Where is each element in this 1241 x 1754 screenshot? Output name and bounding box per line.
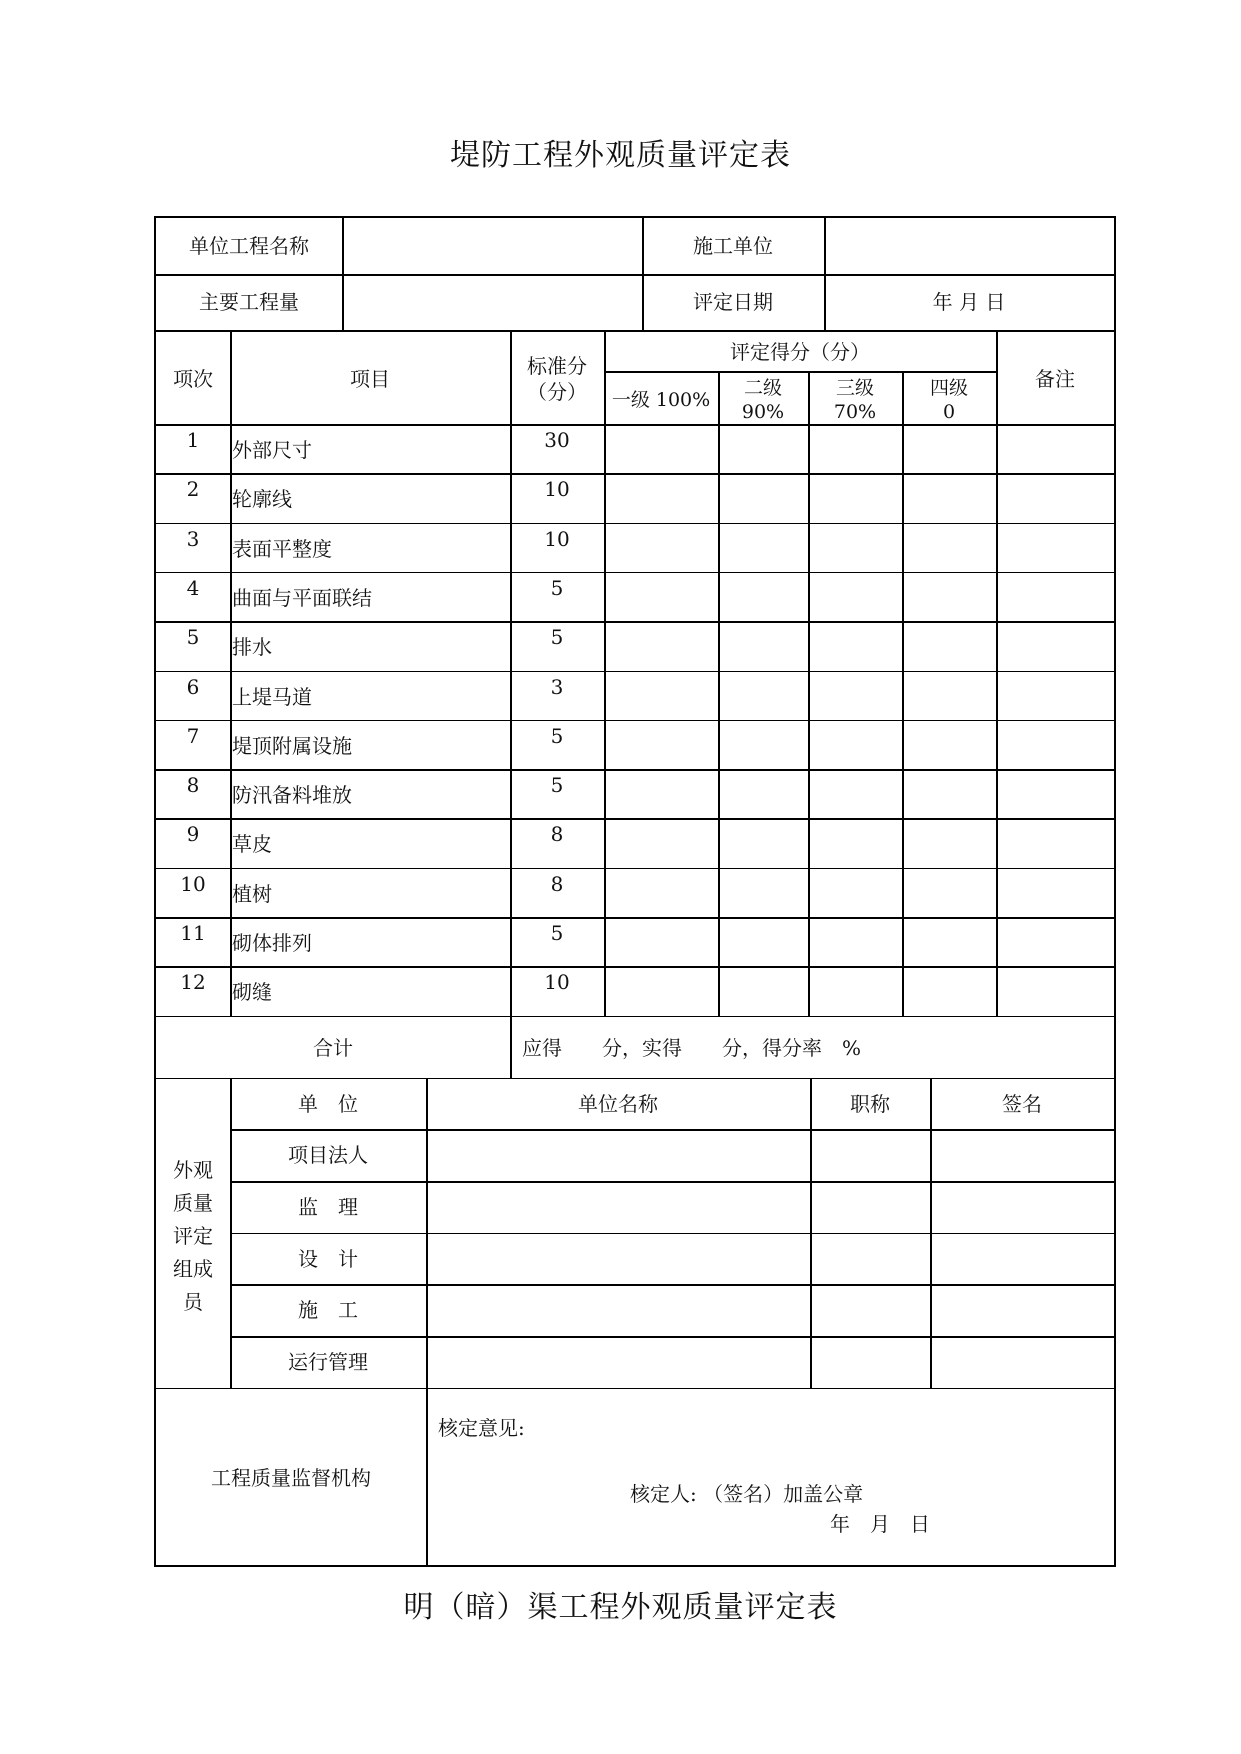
row-grade1-cell[interactable] xyxy=(606,771,716,816)
supervision-agency-label: 工程质量监督机构 xyxy=(211,1465,371,1490)
row-grade2-cell[interactable] xyxy=(720,722,806,767)
committee-unit-name-cell[interactable] xyxy=(428,1131,808,1179)
row-grade1-cell[interactable] xyxy=(606,673,716,718)
grid-line xyxy=(230,330,232,1016)
row-std-score: 3 xyxy=(550,674,564,699)
row-seq: 4 xyxy=(186,575,200,600)
row-seq: 6 xyxy=(186,674,200,699)
grid-line xyxy=(426,1388,428,1565)
committee-signature-cell[interactable] xyxy=(932,1286,1112,1334)
unit-project-name-label: 单位工程名称 xyxy=(189,234,309,258)
col-remark-header: 备注 xyxy=(1035,367,1075,391)
committee-unit-name-cell[interactable] xyxy=(428,1286,808,1334)
evaluation-form-table xyxy=(154,216,1116,1567)
row-item-name: 防汛备料堆放 xyxy=(232,783,352,808)
row-grade2-cell[interactable] xyxy=(720,673,806,718)
main-quantities-label: 主要工程量 xyxy=(199,290,299,314)
verification-date-text: 年 月 日 xyxy=(830,1511,930,1536)
row-grade1-cell[interactable] xyxy=(606,525,716,570)
row-seq: 2 xyxy=(186,477,200,502)
committee-member-role: 运行管理 xyxy=(288,1350,368,1375)
row-grade4-cell[interactable] xyxy=(904,771,994,816)
row-item-name: 堤顶附属设施 xyxy=(232,733,352,758)
row-remark-cell[interactable] xyxy=(998,475,1112,520)
row-remark-cell[interactable] xyxy=(998,968,1112,1013)
row-remark-cell[interactable] xyxy=(998,722,1112,767)
verification-opinion-label: 核定意见: xyxy=(438,1415,525,1440)
col-grade1-header: 一级 100% xyxy=(611,389,711,411)
row-seq: 3 xyxy=(186,526,200,551)
main-quantities-field[interactable] xyxy=(344,276,640,328)
row-grade1-cell[interactable] xyxy=(606,623,716,668)
col-score-group-header: 评定得分（分） xyxy=(730,340,870,364)
col-grade2-percent: 90% xyxy=(741,401,785,423)
col-grade2-header: 二级 xyxy=(743,377,782,399)
committee-label-line: 外观 xyxy=(173,1157,213,1182)
row-std-score: 8 xyxy=(550,871,564,896)
row-grade2-cell[interactable] xyxy=(720,870,806,915)
row-grade3-cell[interactable] xyxy=(810,475,900,520)
row-std-score: 30 xyxy=(544,428,570,452)
row-grade3-cell[interactable] xyxy=(810,820,900,865)
row-seq: 8 xyxy=(186,773,200,798)
row-remark-cell[interactable] xyxy=(998,771,1112,816)
committee-signature-cell[interactable] xyxy=(932,1131,1112,1179)
row-item-name: 轮廓线 xyxy=(232,487,292,512)
committee-member-role: 设 计 xyxy=(298,1246,358,1271)
row-grade1-cell[interactable] xyxy=(606,968,716,1013)
row-grade3-cell[interactable] xyxy=(810,870,900,915)
row-remark-cell[interactable] xyxy=(998,820,1112,865)
evaluation-date-value: 年 月 日 xyxy=(932,290,1006,314)
committee-signature-cell[interactable] xyxy=(932,1183,1112,1231)
row-std-score: 10 xyxy=(544,526,570,551)
row-grade2-cell[interactable] xyxy=(720,574,806,619)
row-std-score: 8 xyxy=(550,822,564,847)
construction-unit-field[interactable] xyxy=(826,220,1112,272)
row-grade4-cell[interactable] xyxy=(904,722,994,767)
evaluation-date-label: 评定日期 xyxy=(693,290,773,314)
row-grade4-cell[interactable] xyxy=(904,426,994,471)
row-grade4-cell[interactable] xyxy=(904,574,994,619)
col-grade4-value: 0 xyxy=(942,401,956,423)
committee-member-role: 项目法人 xyxy=(288,1143,368,1168)
committee-signature-header: 签名 xyxy=(1002,1091,1042,1116)
row-remark-cell[interactable] xyxy=(998,623,1112,668)
committee-label-line: 质量 xyxy=(173,1190,213,1215)
committee-signature-cell[interactable] xyxy=(932,1235,1112,1283)
row-grade3-cell[interactable] xyxy=(810,968,900,1013)
row-std-score: 5 xyxy=(550,773,564,798)
row-std-score: 10 xyxy=(544,477,570,502)
row-grade1-cell[interactable] xyxy=(606,722,716,767)
committee-signature-cell[interactable] xyxy=(932,1338,1112,1386)
row-grade3-cell[interactable] xyxy=(810,919,900,964)
row-seq: 11 xyxy=(180,921,206,945)
construction-unit-label: 施工单位 xyxy=(693,234,773,258)
row-remark-cell[interactable] xyxy=(998,525,1112,570)
row-grade3-cell[interactable] xyxy=(810,574,900,619)
row-grade2-cell[interactable] xyxy=(720,475,806,520)
row-std-score: 10 xyxy=(544,970,570,995)
row-item-name: 外部尺寸 xyxy=(232,438,312,462)
row-item-name: 排水 xyxy=(232,635,272,660)
row-item-name: 曲面与平面联结 xyxy=(232,585,372,610)
row-grade3-cell[interactable] xyxy=(810,525,900,570)
col-grade3-percent: 70% xyxy=(833,401,877,423)
row-std-score: 5 xyxy=(550,921,564,945)
row-seq: 9 xyxy=(186,822,200,847)
committee-unit-name-header: 单位名称 xyxy=(578,1091,658,1116)
row-grade1-cell[interactable] xyxy=(606,919,716,964)
row-remark-cell[interactable] xyxy=(998,919,1112,964)
header-row-line xyxy=(156,330,1114,332)
row-grade4-cell[interactable] xyxy=(904,820,994,865)
row-item-name: 砌缝 xyxy=(232,980,272,1005)
committee-unit-name-cell[interactable] xyxy=(428,1338,808,1386)
row-grade4-cell[interactable] xyxy=(904,475,994,520)
row-grade3-cell[interactable] xyxy=(810,722,900,767)
committee-member-role: 施 工 xyxy=(298,1298,358,1323)
row-grade3-cell[interactable] xyxy=(810,673,900,718)
table-row-line xyxy=(156,1016,1114,1018)
row-remark-cell[interactable] xyxy=(998,673,1112,718)
row-grade4-cell[interactable] xyxy=(904,919,994,964)
row-seq: 10 xyxy=(180,871,206,896)
committee-label-line: 评定 xyxy=(173,1223,213,1248)
row-grade4-cell[interactable] xyxy=(904,673,994,718)
row-grade3-cell[interactable] xyxy=(810,771,900,816)
committee-title-cell[interactable] xyxy=(812,1131,928,1179)
row-std-score: 5 xyxy=(550,625,564,650)
row-grade2-cell[interactable] xyxy=(720,771,806,816)
col-grade3-header: 三级 xyxy=(835,377,874,399)
row-grade4-cell[interactable] xyxy=(904,525,994,570)
row-grade1-cell[interactable] xyxy=(606,475,716,520)
row-item-name: 上堤马道 xyxy=(232,684,312,709)
row-grade2-cell[interactable] xyxy=(720,919,806,964)
row-grade2-cell[interactable] xyxy=(720,525,806,570)
committee-label-line: 组成 xyxy=(173,1256,213,1281)
row-item-name: 植树 xyxy=(232,881,272,906)
row-seq: 12 xyxy=(180,970,206,995)
row-grade1-cell[interactable] xyxy=(606,426,716,471)
row-seq: 5 xyxy=(186,625,200,650)
row-remark-cell[interactable] xyxy=(998,574,1112,619)
next-form-title: 明（暗）渠工程外观质量评定表 xyxy=(403,1590,838,1625)
row-remark-cell[interactable] xyxy=(998,870,1112,915)
committee-unit-name-cell[interactable] xyxy=(428,1183,808,1231)
row-grade1-cell[interactable] xyxy=(606,870,716,915)
col-seq-header: 项次 xyxy=(173,367,213,391)
row-grade4-cell[interactable] xyxy=(904,870,994,915)
col-grade4-header: 四级 xyxy=(929,377,968,399)
committee-bottom-line xyxy=(156,1388,1114,1390)
row-grade3-cell[interactable] xyxy=(810,623,900,668)
committee-member-role: 监 理 xyxy=(298,1195,358,1219)
col-item-header: 项目 xyxy=(350,367,390,391)
row-grade4-cell[interactable] xyxy=(904,968,994,1013)
row-grade2-cell[interactable] xyxy=(720,623,806,668)
unit-project-name-field[interactable] xyxy=(344,220,640,272)
verification-opinion-field[interactable] xyxy=(430,1448,1110,1478)
group-divider-line xyxy=(156,769,1114,771)
committee-unit-name-cell[interactable] xyxy=(428,1235,808,1283)
row-grade2-cell[interactable] xyxy=(720,968,806,1013)
row-grade1-cell[interactable] xyxy=(606,574,716,619)
row-seq: 1 xyxy=(186,428,200,452)
row-grade2-cell[interactable] xyxy=(720,820,806,865)
row-remark-cell[interactable] xyxy=(998,426,1112,471)
row-grade4-cell[interactable] xyxy=(904,623,994,668)
row-item-name: 表面平整度 xyxy=(232,536,332,561)
committee-title-cell[interactable] xyxy=(812,1338,928,1386)
form-title: 堤防工程外观质量评定表 xyxy=(450,138,791,173)
row-std-score: 5 xyxy=(550,723,564,748)
score-group-line xyxy=(604,371,996,373)
row-item-name: 砌体排列 xyxy=(232,931,312,955)
col-std-score-unit: （分） xyxy=(527,380,587,404)
total-score-text: 应得 分，实得 分，得分率 % xyxy=(522,1035,862,1060)
row-grade2-cell[interactable] xyxy=(720,426,806,471)
committee-title-cell[interactable] xyxy=(812,1183,928,1231)
row-std-score: 5 xyxy=(550,575,564,600)
grid-line xyxy=(510,1016,512,1078)
committee-title-cell[interactable] xyxy=(812,1235,928,1283)
committee-label-line: 员 xyxy=(183,1289,203,1314)
verifier-signature-text: 核定人: （签名）加盖公章 xyxy=(630,1481,864,1506)
committee-unit-header: 单 位 xyxy=(298,1091,358,1116)
row-seq: 7 xyxy=(186,723,200,748)
committee-title-header: 职称 xyxy=(850,1091,890,1116)
total-label: 合计 xyxy=(313,1035,353,1060)
col-std-score-header: 标准分 xyxy=(527,354,587,378)
row-grade3-cell[interactable] xyxy=(810,426,900,471)
row-item-name: 草皮 xyxy=(232,832,272,857)
committee-title-cell[interactable] xyxy=(812,1286,928,1334)
total-row-line xyxy=(156,1078,1114,1080)
row-grade1-cell[interactable] xyxy=(606,820,716,865)
